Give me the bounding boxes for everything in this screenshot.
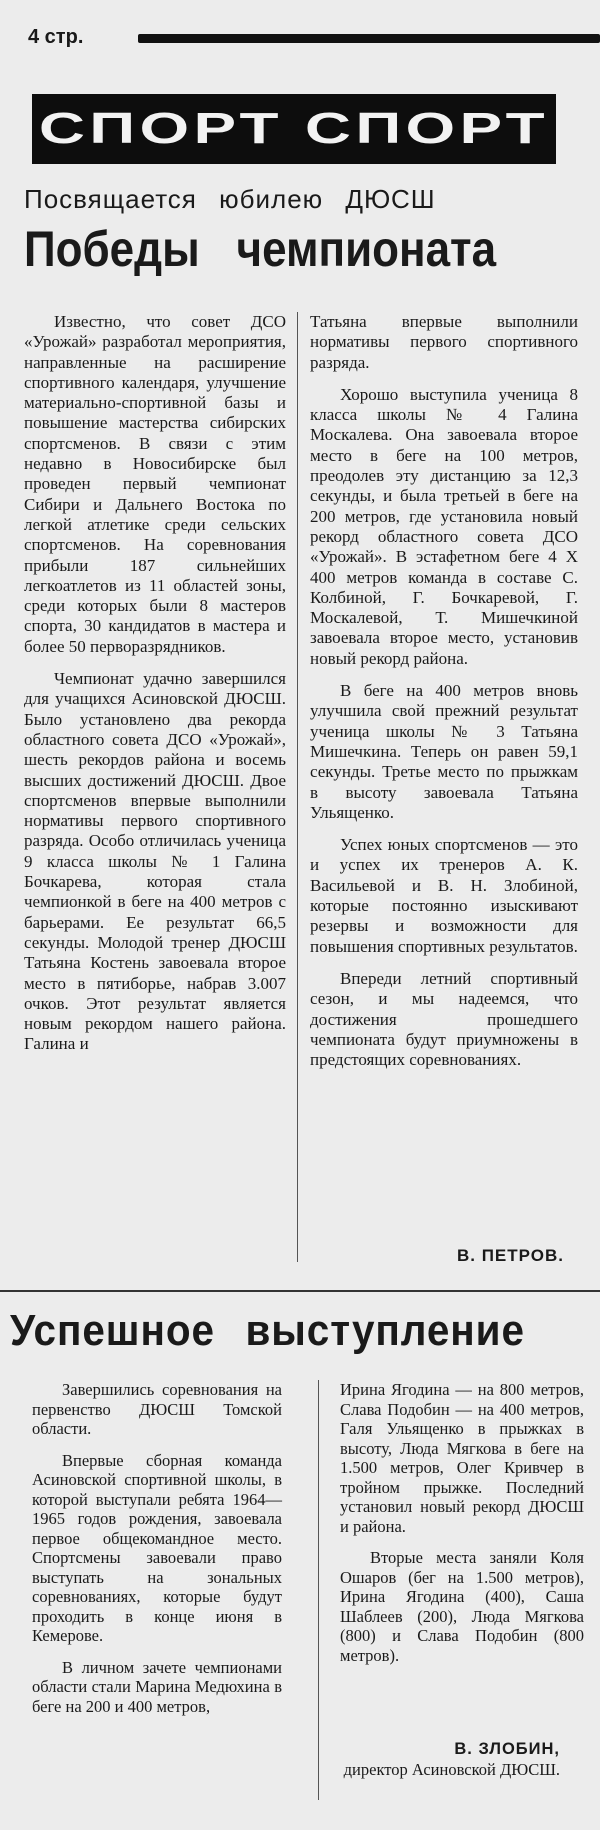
article1-kicker: Посвящается юбилею ДЮСШ xyxy=(24,184,436,214)
signature-name: В. ЗЛОБИН, xyxy=(454,1740,560,1758)
paragraph: Успех юных спортсменов — это и успех их тренеров А. К. Васильевой и В. Н. Злобиной, которые постоянно изыскивают резервы и возможности для повышения спортивных результатов. xyxy=(310,835,578,956)
paragraph: В личном зачете чемпионами области стали Марина Медюхина в беге на 200 и 400 метров, xyxy=(32,1657,282,1716)
banner-text: СПОРТ СПОРТ xyxy=(38,104,550,153)
paragraph: Известно, что совет ДСО «Урожай» разработал мероприятия, направленные на расширение спортивного календаря, улучшение материально-спортивной базы и повышение мастерства сибирских спортсменов. В связи с этим недавно в Новосибирске был проведен первый чемпионат Сибири и Дальнего Востока по легкой атлетике среди сельских спортсменов. На соревнования прибыли 187 сильнейших легкоатлетов из 11 областей зоны, среди которых были 8 мастеров спорта, 30 кандидатов в мастера и более 50 перворазрядников. xyxy=(24,312,286,656)
paragraph: В беге на 400 метров вновь улучшила свой прежний результат ученица школы № 3 Татьяна Мишечкина. Теперь он равен 59,1 секунды. Третье место по прыжкам в высоту завоевала Татьяна Ульященко. xyxy=(310,681,578,822)
signature-title: директор Асиновской ДЮСШ. xyxy=(343,1759,560,1779)
paragraph: Чемпионат удачно завершился для учащихся Асиновской ДЮСШ. Было установлено два рекорда областного совета ДСО «Урожай», шесть рекордов района и восемь высших достижений ДЮСШ. Двое спортсменов впервые выполнили нормативы первого спортивного разряда. Особо отличилась ученица 9 класса школы № 1 Галина Бочкарева, которая стала чемпионкой в беге на 400 метров с барьерами. Ее результат 66,5 секунды. Молодой тренер ДЮСШ Татьяна Костень завоевала второе место в пятиборье, набрав 3.007 очков. Этот результат является новым рекордом нашего района. Галина и xyxy=(24,669,286,1054)
paragraph: Татьяна впервые выполнили нормативы первого спортивного разряда. xyxy=(310,312,578,372)
article1-column-1 xyxy=(24,312,286,1067)
article2-column-2 xyxy=(340,1380,584,1677)
paragraph: Хорошо выступила ученица 8 класса школы № 4 Галина Москалева. Она завоевала второе место в беге на 100 метров, преодолев эту дистанцию за 12,3 секунды, и была третьей в беге на 200 метров, где установила новый рекорд областного совета ДСО «Урожай». В эстафетном беге 4 Х 400 метров команда в составе С. Колбиной, Г. Бочкаревой, Г. Москалевой, Т. Мишечкиной завоевала второе место, установив новый рекорд района. xyxy=(310,384,578,668)
paragraph: Вторые места заняли Коля Ошаров (бег на 1.500 метров), Ирина Ягодина (400), Саша Шаблеев (200), Люда Мягкова (800) и Слава Подобин (800 метров). xyxy=(340,1548,584,1665)
paragraph: Впереди летний спортивный сезон, и мы надеемся, что достижения прошедшего чемпионата будут приумножены в предстоящих соревнованиях. xyxy=(310,968,578,1070)
article1-headline: Победы чемпионата xyxy=(24,221,497,277)
article1-column-2 xyxy=(310,312,578,1082)
article2-column-1 xyxy=(32,1380,282,1728)
column-divider xyxy=(297,312,298,1262)
page-number: 4 стр. xyxy=(28,26,84,48)
column-divider xyxy=(318,1380,319,1800)
section-divider xyxy=(0,1290,600,1292)
paragraph: Впервые сборная команда Асиновской спортивной школы, в которой выступали ребята 1964—1965 годов рождения, завоевала первое общекомандное место. Спортсмены завоевали право выступать на зональных соревнованиях, которые будут проходить в конце июня в Кемерове. xyxy=(32,1450,282,1645)
article1-signature: В. ПЕТРОВ. xyxy=(456,1246,564,1265)
paragraph: Ирина Ягодина — на 800 метров, Слава Подобин — на 400 метров, Галя Ульященко в прыжках в высоту, Люда Мягкова в беге на 1.500 метров, Олег Кривчер в тройном прыжке. Последний установил новый рекорд ДЮСШ и района. xyxy=(340,1380,584,1536)
header-rule xyxy=(138,34,600,43)
article2-signature xyxy=(340,1740,560,1779)
article2-headline: Успешное выступление xyxy=(10,1306,525,1355)
page-header xyxy=(28,22,600,54)
paragraph: Завершились соревнования на первенство ДЮСШ Томской области. xyxy=(32,1380,282,1438)
section-banner xyxy=(32,94,556,164)
